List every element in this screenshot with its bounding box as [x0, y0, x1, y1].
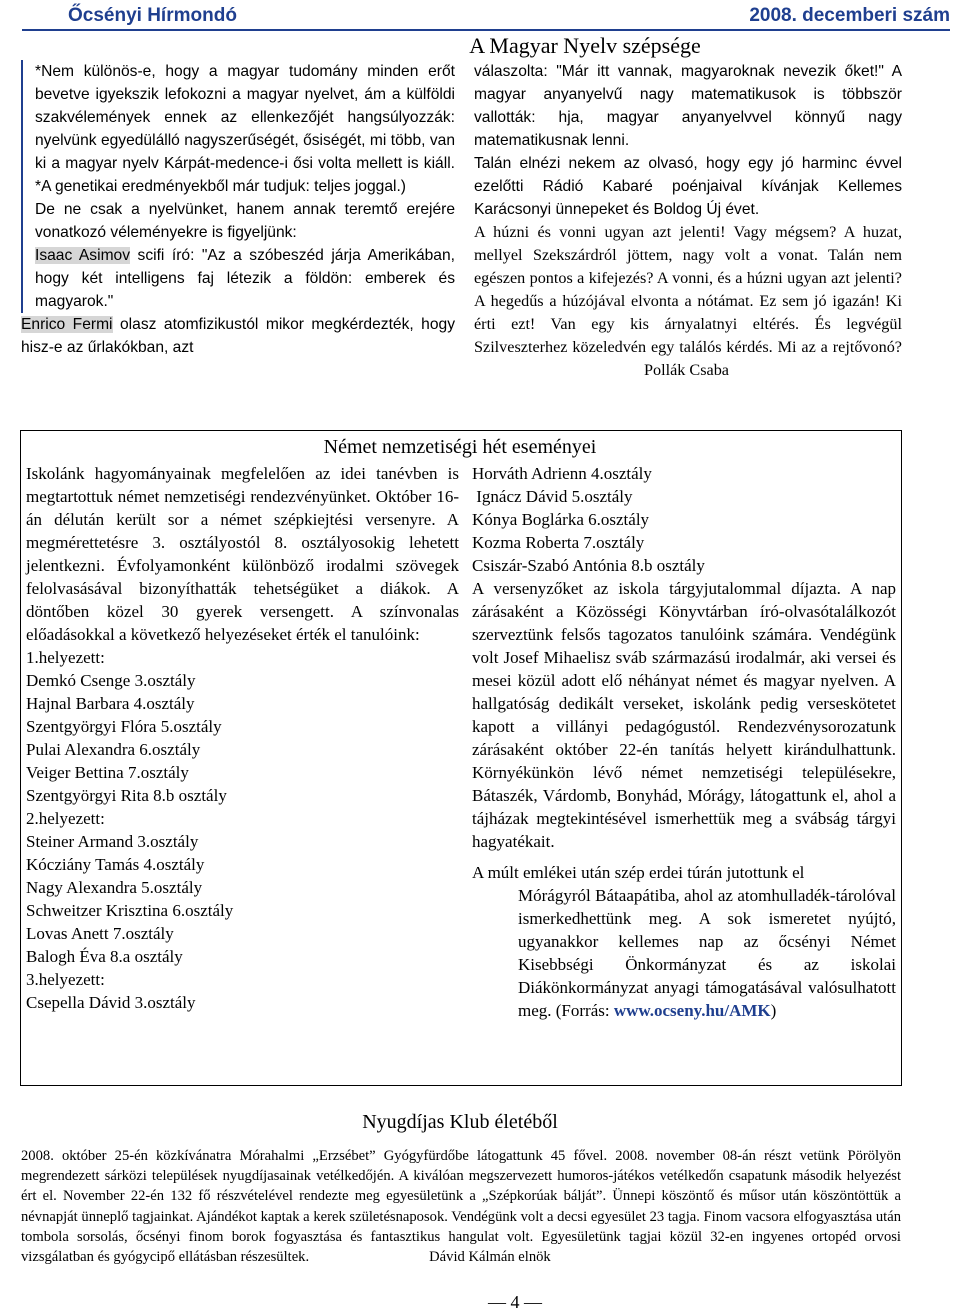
source-link[interactable]: www.ocseny.hu/AMK: [613, 1001, 771, 1020]
winners-list: [26, 646, 459, 1014]
intro-paragraph: Iskolánk hagyományainak megfelelően az idei tanévben is megtartottuk német nemzetiségi rendezvényünket. Október 16-án délután került sor a német szépkiejtési versenyre. A megmérettetésre 3. osztályostól 8. osztályosokig lehetett jelentkezni. Évfolyamonként különböző irodalmi szövegek felolvasásával bizonyíthatták tehetségüket a diákok. A döntőben közel 30 gyerek versengett. A színvonalas előadásokkal a következő helyezéseket érték el tanulóink:: [26, 464, 459, 644]
list-item: Ignácz Dávid 5.osztály: [472, 487, 633, 506]
paragraph: A múlt emlékei után szép erdei túrán jutottunk el: [472, 863, 805, 882]
author-signature: Pollák Csaba: [644, 361, 729, 379]
nyugdijas-klub-body: [21, 1146, 901, 1267]
magyar-nyelv-right-column: [474, 60, 902, 382]
list-item: Szentgyörgyi Rita 8.b osztály: [26, 786, 227, 805]
paragraph: [21, 313, 455, 359]
magyar-nyelv-left-column: [21, 60, 455, 359]
list-item: Hajnal Barbara 4.osztály: [26, 694, 195, 713]
list-item: Kónya Boglárka 6.osztály: [472, 510, 650, 529]
highlighted-name: Isaac Asimov: [35, 247, 131, 264]
section-title-magyar-nyelv: A Magyar Nyelv szépsége: [469, 33, 701, 58]
page-number: — 4 —: [488, 1292, 542, 1312]
winners-list-continued: [472, 462, 896, 577]
paragraph: A versenyzőket az iskola tárgyjutalommal díjazta. A nap zárásaként a Közösségi Könyvtárban író-olvasótalálkozót szerveztünk felsős tagozatos tanulóink számára. Vendégünk volt Josef Mihaelisz sváb származású irodalmár, aki versei és mesei közül adott elő néhányat német és magyar nyelven. A hallgatóság dedikált verseket, iskolánk pedig verseskötetet kapott a villányi pedagógustól. Rendezvénysorozatunk zárásaként október 22-én tanítás helyett kirándulhattunk. Környékünkön lévő német nemzetiségi településekre, Bátaszék, Várdomb, Bonyhád, Mórágy, látogattunk el, ahol a tájházak megtekintésével ismerhettük meg a svábság tárgyi hagyatékait.: [472, 579, 896, 851]
list-item: Balogh Éva 8.a osztály: [26, 947, 183, 966]
list-item: Steiner Armand 3.osztály: [26, 832, 199, 851]
list-item: Szentgyörgyi Flóra 5.osztály: [26, 717, 222, 736]
paragraph: Talán elnézi nekem az olvasó, hogy egy jó harminc évvel ezelőtti Rádió Kabaré poénjaival kívánjak Kellemes Karácsonyi ünnepeket és Boldog Új évet.: [474, 155, 902, 218]
quote-text: scifi író: "Az a szóbeszéd járja Amerikában, hogy két intelligens faj létezik a földön: emberek és magyarok.": [35, 247, 455, 310]
list-item: 3.helyezett:: [26, 970, 105, 989]
paragraph: Mórágyról Bátaapátiba, ahol az atomhulladék-tárolóval ismerkedhettünk meg. A sok ismeretet nyújtó, ugyanakkor kellemes nap az őcsényi Német Kisebbségi Önkormányzat és az iskolai Diákönkormányzat anyagi támogatásával valósulhatott meg. (Forrás: www.ocseny.hu/AMK): [518, 886, 896, 1020]
paragraph: A húzni és vonni ugyan azt jelenti! Vagy mégsem? A huzat, mellyel Szekszárdról jöttem, nagy volt a vonat. Talán nem egészen pontos a kifejezés? A vonni, és a húzni ugyan azt jelenti? A hegedűs a húzójával elvonta a nótámat. Ez sem jó igazán! Ki érti ezt! Van egy kis árnyalatnyi eltérés. És legvégül Szilveszterhez közeledvén egy találós kérdés. Mi az a rejtővonó?Pollák Csaba: [474, 223, 902, 379]
paragraph: *Nem különös-e, hogy a magyar tudomány minden erőt bevetve igyekszik lefokozni a magyar nyelvet, ám a külföldi szakvélemények ennek az ellenkezőjét hangsúlyozzák: nyelvünk egyedülálló nagyszerűségét, ősiségét, mi több, van ki a magyar nyelv Kárpát-medence-i ősi volta mellett is kiáll. *A genetikai eredményekből már tudjuk: teljes joggal.): [35, 63, 455, 195]
list-item: Kozma Roberta 7.osztály: [472, 533, 645, 552]
quote-box: [21, 60, 455, 313]
paragraph: [35, 244, 455, 313]
list-item: 1.helyezett:: [26, 648, 105, 667]
paragraph: válaszolta: "Már itt vannak, magyaroknak nevezik őket!" A magyar anyanyelvű nagy matematikusok is többször vallották: hja, magyar anyanyelvvel könnyű nagy matematikusnak lenni.: [474, 63, 902, 149]
paragraph: De ne csak a nyelvünket, hanem annak teremtő erejére vonatkozó véleményekre is figyeljünk:: [35, 201, 455, 241]
highlighted-name: Enrico Fermi: [21, 316, 113, 333]
quote-text: olasz atomfizikustól mikor megkérdezték, hogy hisz-e az űrlakókban, azt: [21, 316, 455, 356]
nemet-het-right-column: [472, 462, 896, 1022]
author-signature: Dávid Kálmán elnök: [429, 1249, 551, 1266]
list-item: Lovas Anett 7.osztály: [26, 924, 174, 943]
page-header: [0, 0, 960, 30]
list-item: Csepella Dávid 3.osztály: [26, 993, 196, 1012]
list-item: Demkó Csenge 3.osztály: [26, 671, 196, 690]
section-title-nemet-het: Német nemzetiségi hét eseményei: [323, 436, 597, 458]
list-item: Csiszár-Szabó Antónia 8.b osztály: [472, 556, 705, 575]
issue-date: 2008. decemberi szám: [749, 5, 950, 26]
publication-title: Őcsényi Hírmondó: [68, 5, 237, 26]
list-item: Schweitzer Krisztina 6.osztály: [26, 901, 234, 920]
list-item: 2.helyezett:: [26, 809, 105, 828]
list-item: Pulai Alexandra 6.osztály: [26, 740, 201, 759]
paragraph: 2008. október 25-én közkívánatra Mórahalmi „Erzsébet” Gyógyfürdőbe látogattunk 45 fővel. 2008. november 08-án részt vetünk Pörölyön megrendezett sárközi települések nyugdíjasainak vetélkedőjén. A kiválóan megszervezett humoros-játékos vetélkedőn csapatunk második helyezést ért el. November 22-én 132 fő részvételével rendezte meg egyesületünk a „Szépkorúak bálját”. Ünnepi köszöntő és műsor után köszöntöttük a névnapját ünneplő tagjainkat. Ajándékot kaptak a kerek születésnaposok. Vendégünk volt a decsi egyesület 23 tagja. Finom vacsora elfogyasztása után tombola sorsolás, őcsényi finom borok fogyasztása és fantasztikus hangulat volt. Egyesületünk tagjai közül 32-en ingyenes ortopéd orvosi vizsgálatban és gyógycipő ellátásban részesültek. Dávid Kálmán elnök: [21, 1148, 901, 1266]
header-rule: [22, 29, 950, 31]
list-item: Horváth Adrienn 4.osztály: [472, 464, 652, 483]
list-item: Veiger Bettina 7.osztály: [26, 763, 189, 782]
list-item: Nagy Alexandra 5.osztály: [26, 878, 203, 897]
section-title-nyugdijas-klub: Nyugdíjas Klub életéből: [362, 1111, 558, 1133]
list-item: Kócziány Tamás 4.osztály: [26, 855, 205, 874]
nemet-het-left-column: [26, 462, 459, 1014]
